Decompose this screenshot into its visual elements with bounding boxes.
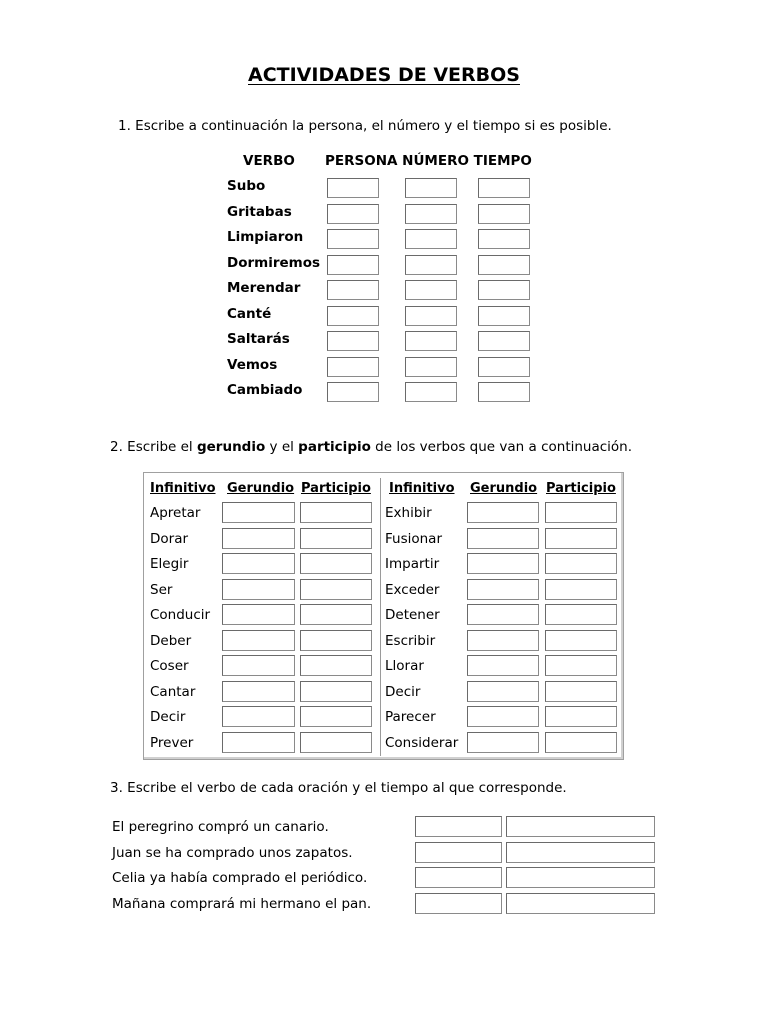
infinitive-row bbox=[150, 502, 390, 524]
tiempo-field[interactable] bbox=[478, 382, 530, 402]
verb-row bbox=[227, 229, 547, 249]
tense-answer-field[interactable] bbox=[506, 867, 655, 888]
verb-label: Gritabas bbox=[227, 203, 292, 220]
verb-row bbox=[227, 357, 547, 377]
persona-field[interactable] bbox=[327, 178, 379, 198]
infinitive-label: Llorar bbox=[385, 658, 424, 674]
gerundio-field[interactable] bbox=[467, 579, 539, 600]
numero-field[interactable] bbox=[405, 280, 457, 300]
gerundio-field[interactable] bbox=[222, 681, 295, 702]
infinitive-label: Decir bbox=[150, 709, 186, 725]
tense-answer-field[interactable] bbox=[506, 816, 655, 837]
infinitive-row bbox=[385, 553, 625, 575]
numero-field[interactable] bbox=[405, 306, 457, 326]
infinitive-label: Detener bbox=[385, 607, 440, 623]
header-infinitivo-left: Infinitivo bbox=[150, 481, 216, 496]
infinitive-label: Coser bbox=[150, 658, 189, 674]
participio-field[interactable] bbox=[300, 655, 372, 676]
infinitive-label: Fusionar bbox=[385, 530, 443, 547]
infinitive-row bbox=[385, 732, 625, 754]
tense-answer-field[interactable] bbox=[506, 842, 655, 863]
gerundio-field[interactable] bbox=[467, 502, 539, 523]
header-participio-left: Participio bbox=[301, 481, 371, 496]
infinitive-row bbox=[385, 502, 625, 524]
participio-field[interactable] bbox=[545, 732, 617, 753]
participio-field[interactable] bbox=[545, 528, 617, 549]
participio-field[interactable] bbox=[545, 604, 617, 625]
infinitive-label: Conducir bbox=[150, 607, 211, 623]
header-persona-numero-tiempo: PERSONA NÚMERO TIEMPO bbox=[325, 153, 532, 169]
tiempo-field[interactable] bbox=[478, 229, 530, 249]
gerundio-field[interactable] bbox=[222, 553, 295, 574]
infinitive-label: Prever bbox=[150, 734, 194, 751]
sentence-text: Celia ya había comprado el periódico. bbox=[112, 870, 368, 886]
participio-field[interactable] bbox=[300, 528, 372, 549]
numero-field[interactable] bbox=[405, 229, 457, 249]
gerundio-field[interactable] bbox=[467, 681, 539, 702]
infinitive-label: Apretar bbox=[150, 505, 201, 521]
infinitive-row bbox=[150, 706, 390, 728]
participio-field[interactable] bbox=[545, 655, 617, 676]
infinitive-row bbox=[385, 579, 625, 601]
section1-instruction: 1. Escribe a continuación la persona, el número y el tiempo si es posible. bbox=[118, 118, 612, 134]
verb-answer-field[interactable] bbox=[415, 842, 502, 863]
numero-field[interactable] bbox=[405, 357, 457, 377]
verb-row bbox=[227, 280, 547, 300]
infinitive-row bbox=[385, 528, 625, 550]
infinitive-row bbox=[150, 655, 390, 677]
header-participio-right: Participio bbox=[546, 481, 616, 496]
infinitive-row bbox=[385, 630, 625, 652]
persona-field[interactable] bbox=[327, 229, 379, 249]
participio-field[interactable] bbox=[300, 732, 372, 753]
verb-row bbox=[227, 204, 547, 224]
tiempo-field[interactable] bbox=[478, 255, 530, 275]
gerundio-field[interactable] bbox=[222, 502, 295, 523]
infinitive-row bbox=[385, 681, 625, 703]
verb-answer-field[interactable] bbox=[415, 893, 502, 914]
tiempo-field[interactable] bbox=[478, 280, 530, 300]
persona-field[interactable] bbox=[327, 255, 379, 275]
gerundio-field[interactable] bbox=[222, 630, 295, 651]
tiempo-field[interactable] bbox=[478, 178, 530, 198]
participio-field[interactable] bbox=[300, 579, 372, 600]
tiempo-field[interactable] bbox=[478, 204, 530, 224]
persona-field[interactable] bbox=[327, 280, 379, 300]
participio-field[interactable] bbox=[545, 630, 617, 651]
numero-field[interactable] bbox=[405, 204, 457, 224]
tense-answer-field[interactable] bbox=[506, 893, 655, 914]
infinitive-label: Ser bbox=[150, 581, 173, 598]
gerundio-field[interactable] bbox=[222, 579, 295, 600]
verb-label: Limpiaron bbox=[227, 229, 304, 245]
sentence-row bbox=[112, 842, 662, 864]
gerundio-field[interactable] bbox=[222, 604, 295, 625]
persona-field[interactable] bbox=[327, 204, 379, 224]
infinitive-row bbox=[150, 553, 390, 575]
header-gerundio-left: Gerundio bbox=[227, 481, 295, 496]
verb-row bbox=[227, 331, 547, 351]
sentence-row bbox=[112, 816, 662, 838]
infinitive-row bbox=[150, 528, 390, 550]
infinitive-row bbox=[150, 579, 390, 601]
verb-label: Merendar bbox=[227, 280, 301, 296]
infinitive-label: Escribir bbox=[385, 632, 436, 649]
gerundio-field[interactable] bbox=[467, 604, 539, 625]
participio-field[interactable] bbox=[300, 502, 372, 523]
gerundio-field[interactable] bbox=[467, 706, 539, 727]
infinitive-label: Cantar bbox=[150, 683, 196, 700]
verb-row bbox=[227, 306, 547, 326]
sentence-text: Mañana comprará mi hermano el pan. bbox=[112, 895, 372, 912]
persona-field[interactable] bbox=[327, 331, 379, 351]
verb-label: Cambiado bbox=[227, 382, 303, 398]
sentence-text: El peregrino compró un canario. bbox=[112, 819, 329, 835]
section2-instruction: 2. Escribe el gerundio y el participio de los verbos que van a continuación. bbox=[110, 439, 633, 455]
verb-answer-field[interactable] bbox=[415, 867, 502, 888]
participio-field[interactable] bbox=[300, 630, 372, 651]
gerundio-field[interactable] bbox=[222, 732, 295, 753]
participio-field[interactable] bbox=[545, 579, 617, 600]
participio-field[interactable] bbox=[300, 553, 372, 574]
infinitive-label: Exceder bbox=[385, 581, 440, 598]
infinitive-label: Dorar bbox=[150, 530, 189, 547]
verb-label: Saltarás bbox=[227, 331, 290, 347]
verb-label: Canté bbox=[227, 305, 272, 322]
infinitive-label: Elegir bbox=[150, 556, 189, 572]
numero-field[interactable] bbox=[405, 178, 457, 198]
verb-answer-field[interactable] bbox=[415, 816, 502, 837]
participio-field[interactable] bbox=[545, 502, 617, 523]
persona-field[interactable] bbox=[327, 382, 379, 402]
verb-label: Vemos bbox=[227, 356, 278, 373]
infinitive-label: Impartir bbox=[385, 556, 440, 572]
participio-field[interactable] bbox=[300, 604, 372, 625]
gerundio-field[interactable] bbox=[222, 655, 295, 676]
sentence-text: Juan se ha comprado unos zapatos. bbox=[112, 844, 353, 861]
verb-label: Subo bbox=[227, 178, 266, 194]
page-title: ACTIVIDADES DE VERBOS bbox=[248, 64, 520, 86]
gerundio-field[interactable] bbox=[467, 553, 539, 574]
verb-row bbox=[227, 178, 547, 198]
header-verbo: VERBO bbox=[243, 153, 295, 169]
infinitive-label: Deber bbox=[150, 632, 192, 649]
gerundio-field[interactable] bbox=[222, 706, 295, 727]
sentence-row bbox=[112, 867, 662, 889]
persona-field[interactable] bbox=[327, 306, 379, 326]
participio-field[interactable] bbox=[545, 706, 617, 727]
verb-row bbox=[227, 255, 547, 275]
gerundio-field[interactable] bbox=[467, 732, 539, 753]
infinitive-label: Considerar bbox=[385, 734, 459, 751]
infinitive-row bbox=[385, 706, 625, 728]
participio-field[interactable] bbox=[300, 706, 372, 727]
infinitive-row bbox=[150, 604, 390, 626]
sentence-row bbox=[112, 893, 662, 915]
gerundio-field[interactable] bbox=[467, 528, 539, 549]
gerundio-field[interactable] bbox=[467, 630, 539, 651]
infinitive-row bbox=[150, 681, 390, 703]
tiempo-field[interactable] bbox=[478, 331, 530, 351]
participio-field[interactable] bbox=[545, 681, 617, 702]
gerundio-field[interactable] bbox=[467, 655, 539, 676]
numero-field[interactable] bbox=[405, 382, 457, 402]
numero-field[interactable] bbox=[405, 255, 457, 275]
verb-row bbox=[227, 382, 547, 402]
verb-label: Dormiremos bbox=[227, 254, 321, 271]
infinitive-label: Decir bbox=[385, 683, 421, 700]
participio-field[interactable] bbox=[545, 553, 617, 574]
infinitive-row bbox=[150, 630, 390, 652]
header-infinitivo-right: Infinitivo bbox=[389, 481, 455, 496]
tiempo-field[interactable] bbox=[478, 306, 530, 326]
infinitive-row bbox=[150, 732, 390, 754]
infinitive-row bbox=[385, 604, 625, 626]
gerundio-field[interactable] bbox=[222, 528, 295, 549]
tiempo-field[interactable] bbox=[478, 357, 530, 377]
header-gerundio-right: Gerundio bbox=[470, 481, 538, 496]
persona-field[interactable] bbox=[327, 357, 379, 377]
numero-field[interactable] bbox=[405, 331, 457, 351]
section3-instruction: 3. Escribe el verbo de cada oración y el tiempo al que corresponde. bbox=[110, 780, 567, 796]
participio-field[interactable] bbox=[300, 681, 372, 702]
infinitive-label: Exhibir bbox=[385, 505, 432, 521]
infinitive-row bbox=[385, 655, 625, 677]
infinitive-label: Parecer bbox=[385, 709, 436, 725]
